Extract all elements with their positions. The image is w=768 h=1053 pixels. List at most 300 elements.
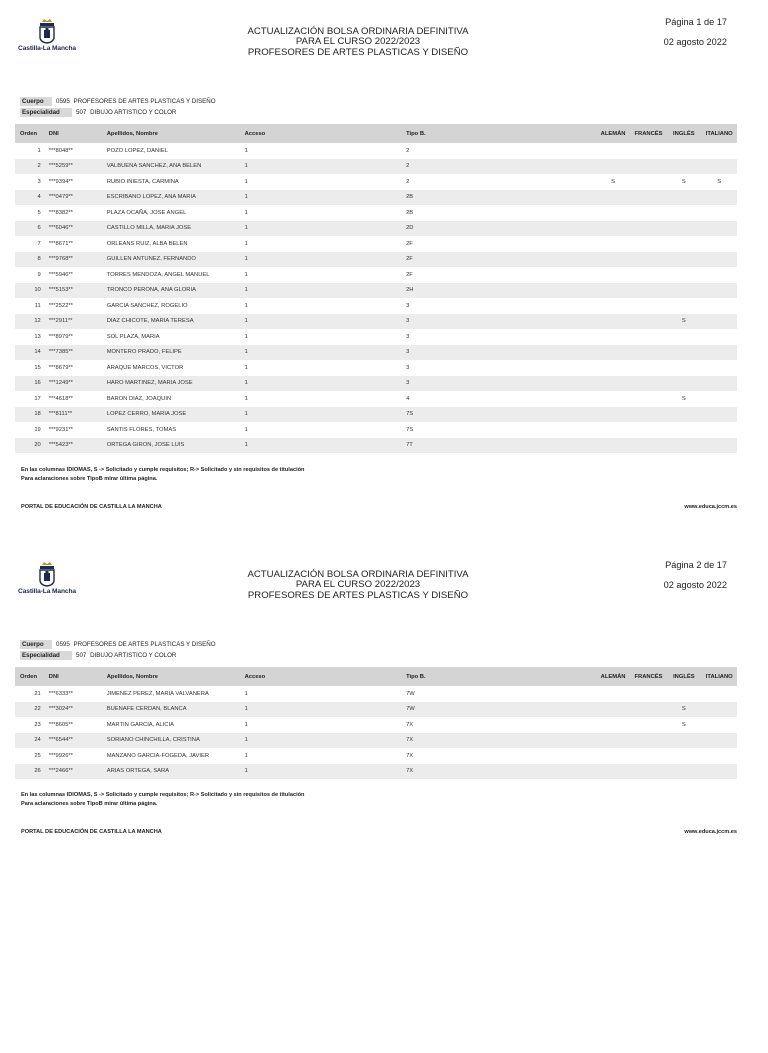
cell-nombre: BUENAFE CERDAN, BLANCA: [107, 702, 245, 718]
cell-dni: ***2911**: [41, 314, 107, 330]
cell-acceso: 1: [245, 252, 406, 268]
cell-italiano: [701, 205, 737, 221]
cell-orden: 16: [15, 376, 41, 392]
cell-italiano: [701, 267, 737, 283]
cell-tipo: 3: [406, 345, 454, 361]
table-row: [15, 174, 737, 190]
cell-frances: [631, 764, 667, 780]
page-1: [0, 0, 768, 510]
col-orden: Orden: [15, 124, 41, 143]
cell-orden: 8: [15, 252, 41, 268]
cell-orden: 20: [15, 438, 41, 454]
cell-spacer: [454, 205, 595, 221]
cell-aleman: [595, 283, 630, 299]
notes: [21, 791, 304, 808]
cell-tipo: 3: [406, 314, 454, 330]
cell-nombre: SANTIS FLORES, TOMAS: [106, 426, 177, 433]
cell-spacer: [454, 283, 595, 299]
cell-acceso: 1: [245, 159, 406, 175]
cell-spacer: [454, 717, 595, 733]
cell-nombre: VALBUENA SANCHEZ, ANA BELEN: [107, 159, 245, 175]
cell-aleman: [595, 438, 630, 454]
table-row: [15, 686, 737, 702]
document-title: [200, 27, 516, 58]
table-row: [15, 159, 737, 175]
cell-orden: 3: [37, 178, 41, 185]
cell-aleman: [595, 190, 630, 206]
cell-ingles: S: [666, 314, 701, 330]
cell-dni: ***8979**: [48, 333, 73, 340]
cell-spacer: [454, 143, 595, 159]
cell-nombre: ARAQUE MARCOS, VICTOR: [106, 364, 184, 371]
cell-spacer: [454, 252, 595, 268]
cell-acceso: 1: [245, 376, 406, 392]
table-header-row: [15, 124, 737, 143]
especialidad-desc: DIBUJO ARTISTICO Y COLOR: [90, 651, 177, 659]
cell-acceso: 1: [245, 314, 406, 330]
col-tipo: Tipo B.: [406, 124, 454, 143]
cell-tipo: 7W: [406, 690, 415, 697]
cell-dni: ***2522**: [48, 302, 73, 309]
cell-aleman: [595, 159, 630, 175]
cell-orden: 12: [15, 314, 41, 330]
title-line-3: PROFESORES DE ARTES PLASTICAS Y DISEÑO: [247, 46, 469, 58]
cell-spacer: [454, 391, 595, 407]
cell-orden: 14: [15, 345, 41, 361]
cell-orden: 22: [15, 702, 41, 718]
table-row: [15, 314, 737, 330]
cell-italiano: [701, 391, 737, 407]
cell-italiano: [701, 143, 737, 159]
cell-orden: 23: [34, 721, 41, 728]
cell-orden: 21: [34, 690, 41, 697]
table-row: [15, 360, 737, 376]
cell-aleman: [595, 360, 630, 376]
cell-orden: 17: [34, 395, 41, 402]
cell-ingles: [666, 283, 701, 299]
cell-dni: ***6333**: [48, 690, 73, 697]
cell-orden: 6: [15, 221, 41, 237]
table-row: [15, 407, 737, 423]
cell-dni: ***7385**: [41, 345, 107, 361]
col-ingles: INGLÉS: [666, 667, 701, 686]
especialidad-desc: DIBUJO ARTISTICO Y COLOR: [90, 108, 177, 116]
col-italiano: ITALIANO: [701, 667, 737, 686]
cell-spacer: [454, 376, 595, 392]
cell-dni: ***4618**: [48, 395, 73, 402]
cell-acceso: 1: [244, 240, 248, 247]
cell-acceso: 1: [244, 690, 248, 697]
cell-orden: 25: [34, 752, 41, 759]
cell-orden: 18: [15, 407, 41, 423]
cell-tipo: 2: [406, 147, 410, 154]
cell-orden: 26: [15, 764, 41, 780]
cell-italiano: [701, 733, 737, 749]
notes: [21, 466, 304, 483]
cell-aleman: [595, 733, 630, 749]
cell-tipo: 2: [406, 178, 410, 185]
cell-tipo: 7T: [406, 438, 454, 454]
cell-orden: 2: [15, 159, 41, 175]
col-acceso: Acceso: [245, 124, 406, 143]
table-row: [15, 205, 737, 221]
col-spacer: [454, 667, 595, 686]
cell-aleman: [595, 314, 630, 330]
cell-tipo: 2H: [406, 283, 454, 299]
cell-frances: [631, 267, 667, 283]
cell-tipo: 7X: [406, 752, 414, 759]
cell-tipo: 3: [406, 333, 410, 340]
cell-acceso: 1: [244, 364, 248, 371]
cell-dni: ***5946**: [48, 271, 73, 278]
cell-ingles: S: [681, 178, 686, 185]
cell-orden: 4: [15, 190, 41, 206]
cell-frances: [631, 686, 667, 702]
cell-italiano: [701, 407, 737, 423]
cell-italiano: [701, 298, 737, 314]
cell-nombre: MARTIN GARCIA, ALICIA: [106, 721, 174, 728]
candidates-table: [15, 124, 737, 453]
cell-aleman: [595, 236, 630, 252]
cell-italiano: [701, 159, 737, 175]
cell-tipo: 2D: [406, 221, 454, 237]
cell-frances: [631, 314, 667, 330]
col-acceso: Acceso: [245, 667, 407, 686]
cell-nombre: RUBIO INIESTA, CARMINA: [106, 178, 179, 185]
cell-spacer: [454, 174, 595, 190]
cell-dni: ***8671**: [48, 240, 73, 247]
cell-ingles: [666, 407, 701, 423]
cell-acceso: 1: [244, 752, 248, 759]
cell-dni: ***8382**: [48, 209, 73, 216]
col-ingles: INGLÉS: [666, 124, 701, 143]
cell-frances: [631, 407, 667, 423]
cell-italiano: [701, 236, 737, 252]
table-row: [15, 702, 737, 718]
cell-tipo: 7X: [406, 733, 454, 749]
document-date: 02 agosto 2022: [663, 37, 727, 47]
cell-aleman: [595, 686, 630, 702]
cell-aleman: [595, 298, 630, 314]
cell-aleman: [595, 205, 630, 221]
cell-spacer: [454, 438, 595, 454]
cell-ingles: [666, 159, 701, 175]
cell-tipo: 2F: [406, 252, 454, 268]
cell-aleman: [595, 329, 630, 345]
cell-spacer: [454, 748, 595, 764]
cuerpo-label: Cuerpo: [20, 640, 52, 649]
page-number: Página 1 de 17: [665, 17, 727, 27]
cell-acceso: 1: [244, 147, 248, 154]
cell-aleman: [595, 764, 630, 780]
cell-frances: [631, 360, 667, 376]
cell-spacer: [454, 298, 595, 314]
cell-italiano: [701, 221, 737, 237]
cell-spacer: [454, 686, 595, 702]
cell-tipo: 7X: [406, 721, 414, 728]
cuerpo-code: 0595: [56, 98, 70, 106]
table-row: [15, 438, 737, 454]
page-2: [0, 543, 768, 1053]
cell-nombre: TRONCO PERONA, ANA GLORIA: [107, 283, 245, 299]
cell-italiano: [701, 702, 737, 718]
cell-ingles: [666, 190, 701, 206]
cell-aleman: [595, 345, 630, 361]
cell-nombre: ORTEGA GIRON, JOSE LUIS: [107, 438, 245, 454]
col-tipo: Tipo B.: [406, 667, 454, 686]
cell-dni: ***3024**: [41, 702, 107, 718]
cell-nombre: TORRES MENDOZA, ANGEL MANUEL: [106, 271, 210, 278]
cell-italiano: [701, 190, 737, 206]
cell-orden: 9: [37, 271, 41, 278]
col-aleman: ALEMÁN: [595, 667, 630, 686]
cell-italiano: [701, 438, 737, 454]
col-frances: FRANCÉS: [631, 667, 667, 686]
cell-acceso: 1: [245, 345, 406, 361]
cell-aleman: [595, 252, 630, 268]
cell-ingles: [666, 143, 701, 159]
logo-text: Castilla-La Mancha: [18, 588, 76, 595]
cell-italiano: [701, 314, 737, 330]
cuerpo-desc: PROFESORES DE ARTES PLASTICAS Y DISEÑO: [73, 98, 216, 106]
cuerpo-especialidad-info: [20, 640, 216, 661]
table-row: [15, 733, 737, 749]
note-line-2: Para aclaraciones sobre TipoB mirar última página.: [21, 800, 158, 807]
cell-acceso: 1: [245, 283, 406, 299]
document-date: 02 agosto 2022: [663, 580, 727, 590]
cell-spacer: [454, 314, 595, 330]
cell-frances: [631, 376, 667, 392]
castilla-la-mancha-logo: [18, 18, 76, 54]
cell-spacer: [454, 407, 595, 423]
cell-italiano: [701, 422, 737, 438]
cell-dni: ***6046**: [41, 221, 107, 237]
cell-acceso: 1: [245, 221, 406, 237]
cell-frances: [631, 717, 667, 733]
cell-frances: [631, 174, 667, 190]
cell-nombre: LOPEZ CERRO, MARIA JOSE: [107, 407, 245, 423]
cell-acceso: 1: [244, 302, 248, 309]
col-italiano: ITALIANO: [701, 124, 737, 143]
cuerpo-code: 0595: [56, 641, 70, 649]
cell-spacer: [454, 702, 595, 718]
cell-nombre: POZO LOPEZ, DANIEL: [106, 147, 168, 154]
cell-ingles: [666, 438, 701, 454]
col-frances: FRANCÉS: [631, 124, 667, 143]
footer-portal: PORTAL DE EDUCACIÓN DE CASTILLA LA MANCHA: [21, 504, 162, 510]
cell-ingles: [666, 298, 701, 314]
cell-dni: ***9768**: [41, 252, 107, 268]
cell-frances: [631, 221, 667, 237]
cell-spacer: [454, 267, 595, 283]
cell-frances: [631, 236, 667, 252]
cell-frances: [631, 748, 667, 764]
table-row: [15, 748, 737, 764]
cell-aleman: [595, 267, 630, 283]
table-row: [15, 190, 737, 206]
cell-ingles: [666, 376, 701, 392]
cell-orden: 24: [15, 733, 41, 749]
cell-nombre: GARCIA SANCHEZ, ROGELIO: [106, 302, 188, 309]
cell-italiano: [701, 748, 737, 764]
cell-nombre: HARO MARTINEZ, MARIA JOSE: [107, 376, 245, 392]
cell-dni: ***5259**: [41, 159, 107, 175]
cell-aleman: [595, 748, 630, 764]
cell-dni: ***9926**: [48, 752, 73, 759]
cell-aleman: [595, 702, 630, 718]
page-number: Página 2 de 17: [665, 560, 727, 570]
title-line-2: PARA EL CURSO 2022/2023: [295, 36, 421, 48]
cell-italiano: [701, 717, 737, 733]
cell-nombre: JIMENEZ PEREZ, MARIA VALVANERA: [106, 690, 209, 697]
cell-acceso: 1: [244, 721, 248, 728]
cuerpo-especialidad-info: [20, 97, 216, 118]
cell-italiano: [701, 686, 737, 702]
cell-spacer: [454, 764, 595, 780]
footer-url[interactable]: www.educa.jccm.es: [684, 504, 737, 510]
cell-aleman: S: [611, 178, 615, 185]
cell-spacer: [454, 221, 595, 237]
cell-aleman: [595, 407, 630, 423]
table-row: [15, 221, 737, 237]
table-row: [15, 143, 737, 159]
cell-tipo: 7S: [406, 426, 414, 433]
cell-tipo: 2B: [406, 209, 414, 216]
cell-tipo: 2: [406, 159, 454, 175]
cell-nombre: MANZANO GARCIA-FOGEDA, JAVIER: [106, 752, 210, 759]
cell-dni: ***5423**: [41, 438, 107, 454]
cell-tipo: 7S: [406, 407, 454, 423]
footer-url[interactable]: www.educa.jccm.es: [684, 829, 737, 835]
cell-orden: 15: [34, 364, 41, 371]
cell-spacer: [454, 422, 595, 438]
cell-tipo: 7X: [406, 764, 454, 780]
cell-nombre: DIAZ CHICOTE, MARIA TERESA: [107, 314, 245, 330]
table-row: [15, 236, 737, 252]
cell-nombre: SORIANO CHINCHILLA, CRISTINA: [107, 733, 245, 749]
cell-ingles: [666, 764, 701, 780]
cell-dni: ***8111**: [41, 407, 107, 423]
cell-orden: 11: [34, 302, 41, 309]
cell-orden: 19: [34, 426, 41, 433]
col-aleman: ALEMÁN: [595, 124, 630, 143]
cell-ingles: S: [681, 395, 686, 402]
cell-acceso: 1: [245, 764, 407, 780]
table-body: [15, 143, 737, 453]
cell-italiano: [701, 252, 737, 268]
cell-frances: [631, 329, 667, 345]
cell-dni: ***0479**: [41, 190, 107, 206]
cell-aleman: [595, 391, 630, 407]
table-row: [15, 764, 737, 780]
table-row: [15, 252, 737, 268]
especialidad-label: Especialidad: [20, 108, 72, 117]
cell-ingles: S: [666, 702, 701, 718]
table-row: [15, 376, 737, 392]
cell-aleman: [595, 376, 630, 392]
cell-acceso: 1: [244, 333, 248, 340]
cell-spacer: [454, 329, 595, 345]
cell-nombre: SOL PLAZA, MARIA: [106, 333, 160, 340]
table-row: [15, 298, 737, 314]
cell-nombre: BARON DIAZ, JOAQUIN: [106, 395, 172, 402]
cell-ingles: [666, 252, 701, 268]
cell-frances: [631, 190, 667, 206]
cell-tipo: 2F: [406, 271, 413, 278]
cell-aleman: [595, 221, 630, 237]
cell-italiano: [701, 329, 737, 345]
cell-spacer: [454, 345, 595, 361]
cell-orden: 5: [37, 209, 41, 216]
cell-orden: 1: [37, 147, 41, 154]
table-row: [15, 717, 737, 733]
note-line-1: En las columnas IDIOMAS, S -> Solicitado y cumple requisitos; R-> Solicitado y sin requisitos de titulación: [21, 467, 305, 473]
cell-tipo: 2B: [406, 190, 454, 206]
cell-ingles: [666, 267, 701, 283]
cell-italiano: S: [717, 178, 722, 185]
cell-dni: ***1249**: [41, 376, 107, 392]
cell-nombre: GUILLEN ANTUNEZ, FERNANDO: [107, 252, 245, 268]
cell-nombre: MONTERO PRADO, FELIPE: [107, 345, 245, 361]
cell-nombre: ARIAS ORTEGA, SARA: [107, 764, 245, 780]
castilla-la-mancha-logo: [18, 561, 76, 597]
logo-text: Castilla-La Mancha: [18, 45, 76, 52]
table-body: [15, 686, 737, 779]
coat-of-arms-icon: [38, 18, 56, 44]
col-dni: DNI: [41, 667, 107, 686]
col-nombre: Apellidos, Nombre: [107, 124, 245, 143]
cell-tipo: 3: [406, 364, 410, 371]
footer-portal: PORTAL DE EDUCACIÓN DE CASTILLA LA MANCHA: [21, 829, 162, 835]
cell-acceso: 1: [244, 426, 248, 433]
cell-acceso: 1: [244, 271, 248, 278]
cell-dni: ***8605**: [48, 721, 73, 728]
title-line-2: PARA EL CURSO 2022/2023: [295, 579, 421, 591]
cell-dni: ***8679**: [48, 364, 73, 371]
cell-acceso: 1: [245, 702, 407, 718]
cell-ingles: [666, 422, 701, 438]
cell-dni: ***2466**: [41, 764, 107, 780]
cell-tipo: 3: [406, 302, 410, 309]
cell-tipo: 7W: [406, 702, 454, 718]
cell-acceso: 1: [244, 395, 248, 402]
cell-frances: [631, 205, 667, 221]
cell-dni: ***6544**: [41, 733, 107, 749]
note-line-2: Para aclaraciones sobre TipoB mirar última página.: [21, 475, 158, 482]
table-row: [15, 422, 737, 438]
table-row: [15, 267, 737, 283]
cell-spacer: [454, 236, 595, 252]
cell-spacer: [454, 360, 595, 376]
cell-acceso: 1: [245, 438, 406, 454]
cell-spacer: [454, 733, 595, 749]
table-row: [15, 391, 737, 407]
cell-dni: ***8048**: [48, 147, 73, 154]
cell-frances: [631, 345, 667, 361]
cell-dni: ***9394**: [48, 178, 73, 185]
cell-italiano: [701, 360, 737, 376]
cell-frances: [631, 438, 667, 454]
cell-acceso: 1: [245, 733, 407, 749]
cell-spacer: [454, 159, 595, 175]
cell-aleman: [595, 717, 630, 733]
cell-nombre: ORLEANS RUIZ, ALBA BELEN: [106, 240, 188, 247]
cell-acceso: 1: [244, 209, 248, 216]
cell-ingles: [666, 236, 701, 252]
cell-italiano: [701, 345, 737, 361]
cell-ingles: [666, 329, 701, 345]
cuerpo-desc: PROFESORES DE ARTES PLASTICAS Y DISEÑO: [73, 641, 216, 649]
